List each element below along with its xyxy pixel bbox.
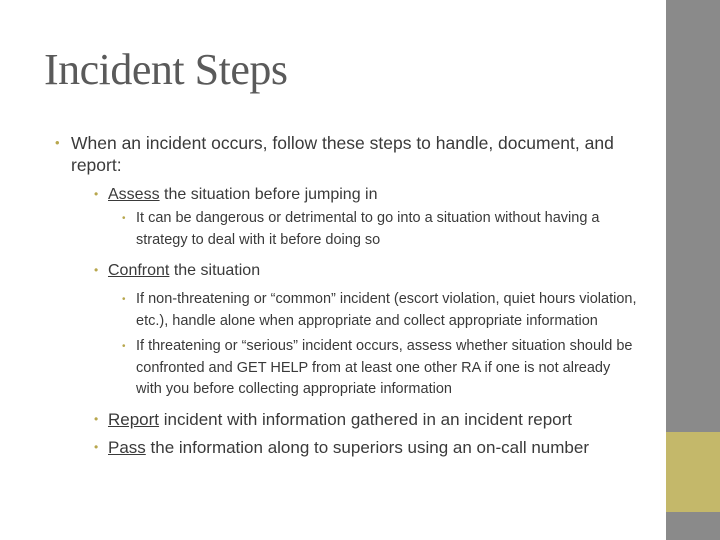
bullet-text: the situation before jumping in (159, 186, 378, 203)
bullet-text: incident with information gathered in an incident report (159, 409, 572, 429)
bullet-text: the information along to superiors using an on-call number (145, 437, 589, 457)
bullet-confront (94, 260, 640, 281)
keyword-confront: Confront (108, 262, 170, 279)
bullet-icon: • (94, 263, 99, 277)
bullet-text: If threatening or “serious” incident occurs, assess whether situation should be confronted and GET HELP from at least one other RA if one is not already with you before collecting appropriate information (136, 338, 633, 397)
bullet-pass (94, 437, 640, 458)
sub-bullet-non-threatening (122, 289, 640, 332)
slide-title: Incident Steps (44, 45, 288, 94)
bullet-text: the situation (169, 262, 261, 279)
bullet-text: When an incident occurs, follow these steps to handle, document, and report: (71, 133, 614, 175)
bullet-report (94, 409, 640, 430)
bullet-assess (94, 184, 640, 205)
bullet-list (50, 132, 640, 458)
bullet-icon: • (122, 294, 126, 305)
keyword-assess: Assess (108, 186, 160, 203)
keyword-pass: Pass (108, 437, 146, 457)
sub-bullet-threatening (122, 336, 640, 401)
bullet-icon: • (94, 187, 99, 201)
bullet-text: If non-threatening or “common” incident (escort violation, quiet hours violation, etc.), handle alone when appropriate and collect appropriate information (136, 291, 637, 329)
bullet-icon: • (94, 411, 99, 426)
bullet-intro (55, 132, 640, 176)
bullet-text: It can be dangerous or detrimental to go into a situation without having a strategy to deal with it before doing so (136, 210, 600, 248)
bullet-icon: • (122, 341, 126, 352)
sub-bullet-assess (122, 208, 640, 251)
keyword-report: Report (108, 409, 160, 429)
bullet-icon: • (122, 213, 126, 224)
bullet-icon: • (94, 439, 99, 454)
bullet-icon: • (55, 135, 60, 150)
accent-block (666, 432, 720, 512)
